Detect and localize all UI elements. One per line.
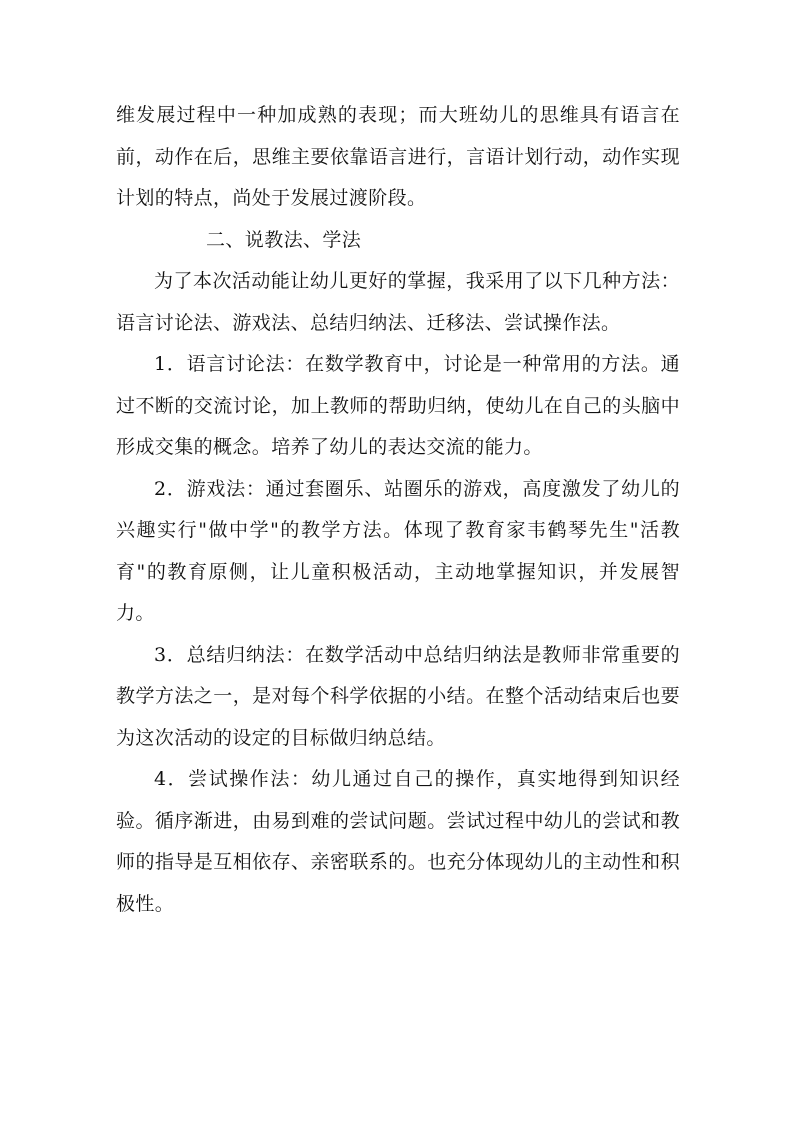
document-body (116, 95, 680, 925)
paragraph-method-trial-operation: 4．尝试操作法：幼儿通过自己的操作，真实地得到知识经验。循序渐进，由易到难的尝试问题。尝试过程中幼儿的尝试和教师的指导是互相依存、亲密联系的。也充分体现幼儿的主动性和积极性。 (116, 768, 680, 915)
paragraph-method-discussion: 1．语言讨论法：在数学教育中，讨论是一种常用的方法。通过不断的交流讨论，加上教师的帮助归纳，使幼儿在自己的头脑中形成交集的概念。培养了幼儿的表达交流的能力。 (116, 353, 680, 458)
section-heading-teaching-methods: 二、说教法、学法 (206, 228, 362, 251)
paragraph-methods-intro: 为了本次活动能让幼儿更好的掌握，我采用了以下几种方法：语言讨论法、游戏法、总结归纳法、迁移法、尝试操作法。 (116, 270, 680, 334)
paragraph-method-summary: 3．总结归纳法：在数学活动中总结归纳法是教师非常重要的教学方法之一，是对每个科学依据的小结。在整个活动结束后也要为这次活动的设定的目标做归纳总结。 (116, 643, 680, 749)
paragraph-method-game: 2．游戏法：通过套圈乐、站圈乐的游戏，高度激发了幼儿的兴趣实行"做中学"的教学方法。体现了教育家韦鹤琴先生"活教育"的教育原侧，让儿童积极活动，主动地掌握知识，并发展智力。 (116, 477, 680, 624)
paragraph-thinking-development: 维发展过程中一种加成熟的表现；而大班幼儿的思维具有语言在前，动作在后，思维主要依靠语言进行，言语计划行动，动作实现计划的特点，尚处于发展过渡阶段。 (116, 104, 680, 209)
